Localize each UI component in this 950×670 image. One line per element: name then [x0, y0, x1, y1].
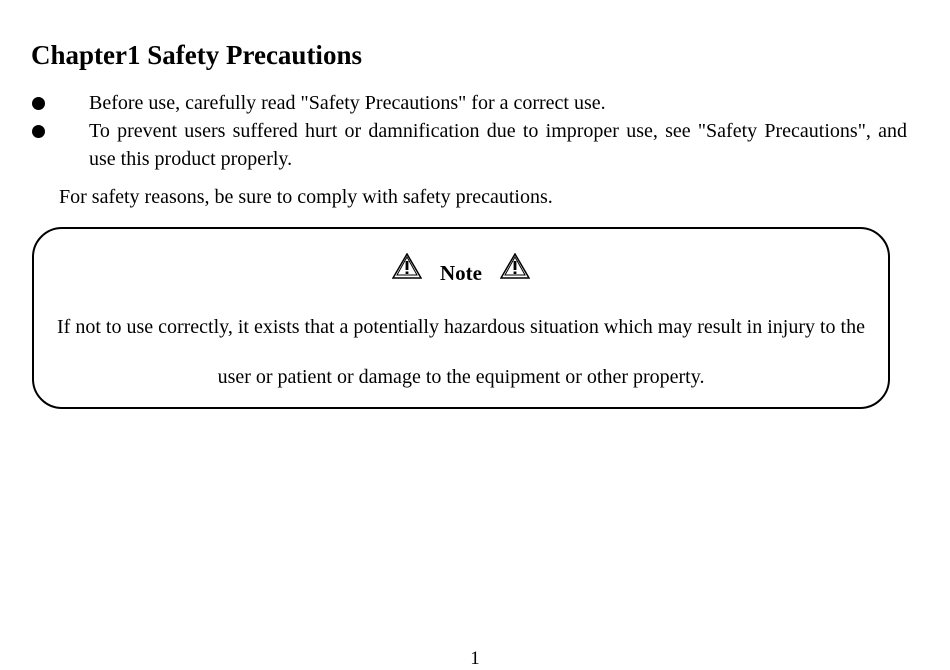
precaution-text: To prevent users suffered hurt or damnification due to improper use, see "Safety Precautions", and use this product properly.: [89, 120, 907, 170]
note-box: [32, 227, 890, 409]
precaution-list: [31, 89, 907, 173]
note-title: Note: [440, 260, 482, 285]
chapter-title: Chapter1 Safety Precautions: [31, 40, 362, 70]
page-number: 1: [470, 648, 480, 669]
note-header: [34, 253, 888, 286]
precaution-item: [31, 117, 907, 173]
precaution-item: [31, 89, 907, 117]
note-text: If not to use correctly, it exists that a potentially hazardous situation which may result in injury to the user or patient or damage to the equipment or other property.: [57, 316, 865, 388]
safety-intro: For safety reasons, be sure to comply with safety precautions.: [59, 186, 553, 208]
warning-triangle-icon: [500, 253, 530, 279]
warning-triangle-icon: [392, 253, 422, 279]
bullet-icon: [32, 97, 45, 110]
precaution-text: Before use, carefully read "Safety Precautions" for a correct use.: [89, 92, 606, 114]
bullet-icon: [32, 125, 45, 138]
